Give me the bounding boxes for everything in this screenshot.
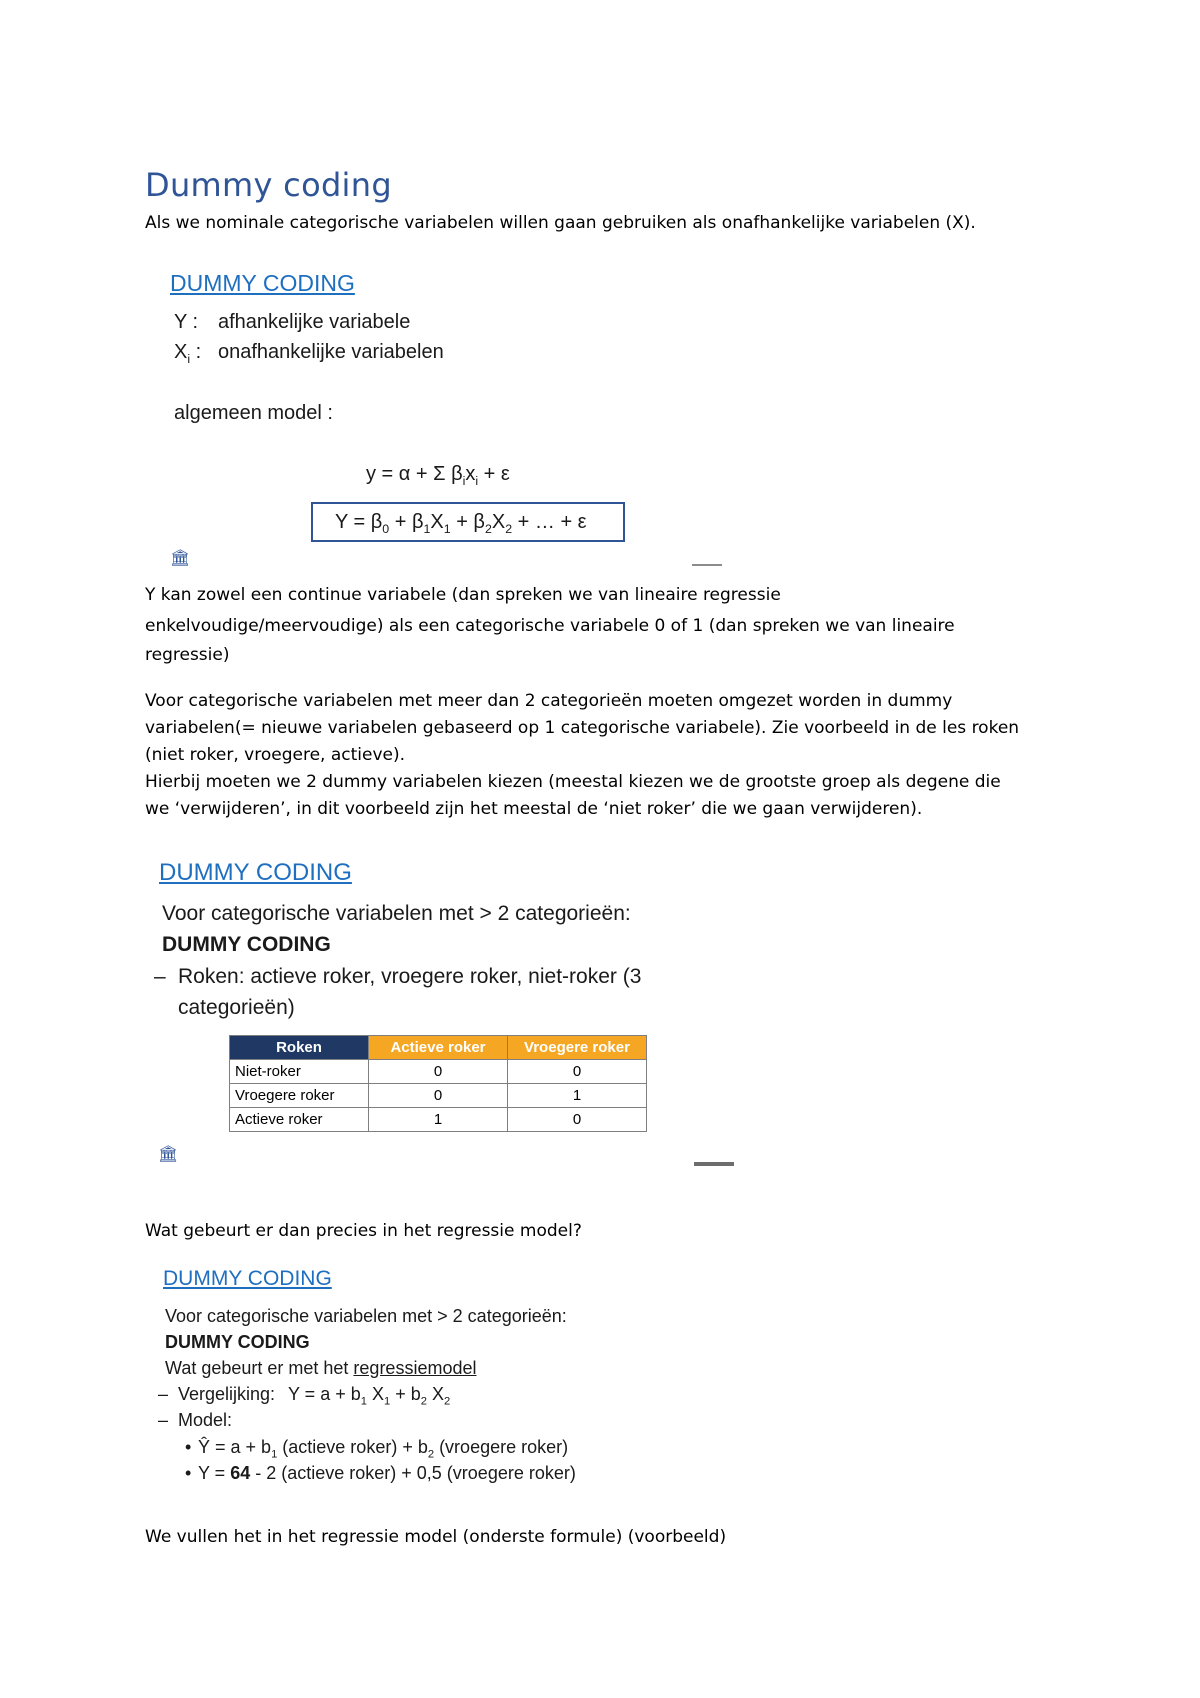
model-line2: Y = 64 - 2 (actieve roker) + 0,5 (vroegere roker) <box>198 1463 576 1483</box>
slide2-dash: – <box>154 965 166 988</box>
slide2-bullet1-cont: categorieën) <box>178 996 295 1019</box>
slide3-line1: Voor categorische variabelen met > 2 categorieën: <box>165 1306 567 1326</box>
para2-line3: regressie) <box>145 645 230 665</box>
table-cell: Actieve roker <box>230 1108 369 1132</box>
x-symbol: $X_i$ : <box>174 341 202 366</box>
para2-line2: enkelvoudige/meervoudige) als een categorische variabele 0 of 1 (dan spreken we van lineaire <box>145 616 955 636</box>
linear-formula: $Y = \beta_0 + \beta_1X_1 + \beta_2X_2$ + … + ε <box>335 511 587 536</box>
table-row <box>230 1084 647 1108</box>
para3-line2: variabelen(= nieuwe variabelen gebaseerd op 1 categorische variabele). Zie voorbeeld in de les roken <box>145 718 1020 738</box>
model-label: Model: <box>178 1410 233 1430</box>
table-cell: 0 <box>369 1084 508 1108</box>
model-line1: Ŷ = $a + b_1$ (actieve roker) + $b_2$ (vroegere roker) <box>198 1437 569 1461</box>
para3-line3: (niet roker, vroegere, actieve). <box>145 745 406 765</box>
table-cell: 0 <box>508 1060 647 1084</box>
slide2-line1: Voor categorische variabelen met > 2 categorieën: <box>162 902 631 925</box>
para3-line4: Hierbij moeten we 2 dummy variabelen kiezen (meestal kiezen we de grootste groep als degene die <box>145 772 1001 792</box>
general-formula: y = α + Σ $\beta_ix_i + \varepsilon$ <box>366 463 510 488</box>
para3-line1: Voor categorische variabelen met meer dan 2 categorieën moeten omgezet worden in dummy <box>145 691 953 711</box>
table-header: Roken <box>230 1036 369 1060</box>
para2-line1: Y kan zowel een continue variabele (dan spreken we van lineaire regressie <box>145 585 781 605</box>
model-label: algemeen model : <box>174 402 333 424</box>
slide3-line3: Wat gebeurt er met het regressiemodel <box>165 1358 477 1378</box>
table-row <box>230 1060 647 1084</box>
slide3-title: DUMMY CODING <box>163 1267 332 1290</box>
table-header: Actieve roker <box>369 1036 508 1060</box>
slide2-title: DUMMY CODING <box>159 859 352 886</box>
x-definition: onafhankelijke variabelen <box>218 341 444 363</box>
y-definition: afhankelijke variabele <box>218 311 411 333</box>
table-cell: 1 <box>369 1108 508 1132</box>
roken-table <box>229 1035 647 1132</box>
slide3-dash: – <box>158 1410 169 1430</box>
vergelijking-formula: $Y = a + b_1$ $X_1 + b_2$ $X_2$ <box>288 1384 451 1408</box>
table-header-row <box>230 1036 647 1060</box>
table-header: Vroegere roker <box>508 1036 647 1060</box>
closing-text: We vullen het in het regressie model (onderste formule) (voorbeeld) <box>145 1527 727 1547</box>
bullet: • <box>185 1463 192 1483</box>
slide3-dash: – <box>158 1384 169 1404</box>
table-cell: Vroegere roker <box>230 1084 369 1108</box>
table-cell: 0 <box>508 1108 647 1132</box>
page-title: Dummy coding <box>145 166 392 204</box>
table-row <box>230 1108 647 1132</box>
intro-text: Als we nominale categorische variabelen willen gaan gebruiken als onafhankelijke variabelen (X). <box>145 213 976 233</box>
table-cell: Niet-roker <box>230 1060 369 1084</box>
slide1-title: DUMMY CODING <box>170 270 355 296</box>
institution-icon: 🏛 <box>158 1144 179 1163</box>
slide-footer-bar <box>694 1162 734 1166</box>
institution-icon: 🏛 <box>170 548 191 567</box>
table-cell: 1 <box>508 1084 647 1108</box>
bullet: • <box>185 1437 192 1457</box>
para3-line5: we ‘verwijderen’, in dit voorbeeld zijn het meestal de ‘niet roker’ die we gaan verwijderen). <box>145 799 923 819</box>
slide3-line2: DUMMY CODING <box>165 1332 310 1352</box>
slide2-bullet1: Roken: actieve roker, vroegere roker, niet-roker (3 <box>178 965 642 988</box>
y-symbol: Y : <box>174 311 199 333</box>
slide-footer-bar <box>692 564 722 566</box>
slide2-line2: DUMMY CODING <box>162 933 331 956</box>
question-text: Wat gebeurt er dan precies in het regressie model? <box>145 1221 582 1241</box>
table-cell: 0 <box>369 1060 508 1084</box>
vergelijking-label: Vergelijking: <box>178 1384 276 1404</box>
